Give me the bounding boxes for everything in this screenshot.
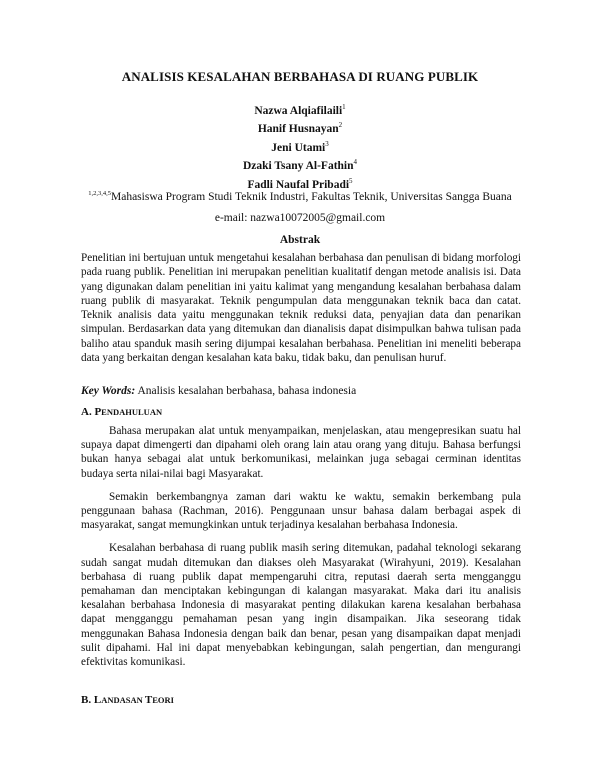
paper-title: ANALISIS KESALAHAN BERBAHASA DI RUANG PUBLIK: [121, 69, 479, 84]
section-rest: EORI: [152, 695, 174, 705]
author: [0, 118, 600, 136]
keywords-text: Analisis kesalahan berbahasa, bahasa indonesia: [137, 385, 357, 397]
section-body-pendahuluan: [81, 424, 521, 678]
author-sup: 1: [342, 103, 346, 111]
affiliation-text: Mahasiswa Program Studi Teknik Industri, Fakultas Teknik, Universitas Sangga Buana: [111, 190, 512, 203]
keywords: [81, 385, 521, 397]
section-mid: T: [144, 694, 153, 706]
author-sup: 4: [353, 158, 358, 167]
paragraph: Semakin berkembangnya zaman dari waktu ke waktu, semakin berkembang pula penggunaan bahasa (Rachman, 2016). Penggunaan unsur bahasa dalam berbagai aspek di masyarakat, sangat memungkinkan untuk terjadinya kesalahan berbahasa Indonesia.: [81, 490, 521, 532]
affiliation: [0, 190, 600, 203]
author-name: Dzaki Tsany Al-Fathin: [242, 160, 354, 173]
affiliation-sup: 1,2,3,4,5: [88, 190, 111, 197]
author: [0, 137, 600, 155]
author-name: Hanif Husnayan: [257, 123, 339, 136]
author-sup: 3: [325, 139, 329, 148]
section-prefix: A. P: [81, 406, 102, 418]
paragraph: Bahasa merupakan alat untuk menyampaikan, menjelaskan, atau mengepresikan suatu hal supaya dapat dimengerti dan dipahami oleh orang lain atau orang yang dituju. Bahasa berfungsi bukan hanya sebagai alat untuk berkomunikasi, melainkan juga sebagai cerminan identitas budaya serta nilai-nilai bagi Masyarakat.: [81, 425, 521, 480]
author-sup: 2: [338, 121, 343, 130]
author-name: Nazwa Alqiafilaili: [254, 104, 343, 117]
author: [0, 155, 600, 173]
paragraph: Kesalahan berbahasa di ruang publik masih sering ditemukan, padahal teknologi sekarang sudah sangat mudah ditemukan dan diakses oleh Masyarakat (Wirahyuni, 2019). Kesalahan berbahasa di ruang publik dapat mempengaruhi citra, reputasi daerah serta mengganggu pemahaman dan menciptakan kebingungan di kalangan masyarakat. Maka dari itu analisis kesalahan berbahasa Indonesia di masyarakat penting dilakukan karena kesalahan berbahasa dapat mengganggu pemahaman pesan yang ingin disampaikan. Jika seseorang tidak menggunakan Bahasa Indonesia dengan baik dan benar, pesan yang disampaikan dapat menjadi sulit dipahami. Hal ini dapat menyebabkan kebingungan, salah pengertian, dan mengurangi efektivitas komunikasi.: [81, 542, 521, 669]
author: [0, 100, 600, 118]
abstract-text: Penelitian ini bertujuan untuk mengetahui kesalahan berbahasa dan penulisan di bidang morfologi pada ruang publik. Penelitian ini merupakan penelitian kualitatif dengan metode analisis isi. Data yang digunakan dalam penelitian ini yaitu kalimat yang mengandung kesalahan berbahasa dalam ruang publik di masyarakat. Teknik pengumpulan data menggunakan teknik baca dan catat. Teknik analisis data yaitu menggunakan teknik reduksi data, penyajian data dan penarikan simpulan. Berdasarkan data yang ditemukan dan dianalisis dapat disimpulkan bahwa tulisan pada baliho atau spanduk masih sering dijumpai kesalahan berbahasa. Penelitian ini meneliti beberapa data yang berkaitan dengan kesalahan kata baku, tidak baku, dan penulisan huruf.: [81, 252, 521, 365]
section-rest: ENDAHULUAN: [101, 407, 163, 417]
keywords-label: Key Words:: [81, 385, 136, 397]
email: e-mail: nazwa10072005@gmail.com: [214, 212, 386, 224]
author-list: [0, 100, 600, 192]
section-heading-pendahuluan: [81, 406, 162, 418]
author-name: Jeni Utami: [271, 141, 326, 154]
section-heading-landasan-teori: [81, 694, 174, 706]
author-name: Fadli Naufal Pribadi: [247, 178, 350, 191]
section-prefix: B. L: [81, 694, 102, 706]
author-sup: 5: [349, 176, 353, 185]
abstract-heading: Abstrak: [279, 234, 321, 246]
section-rest: ANDASAN: [101, 695, 145, 705]
